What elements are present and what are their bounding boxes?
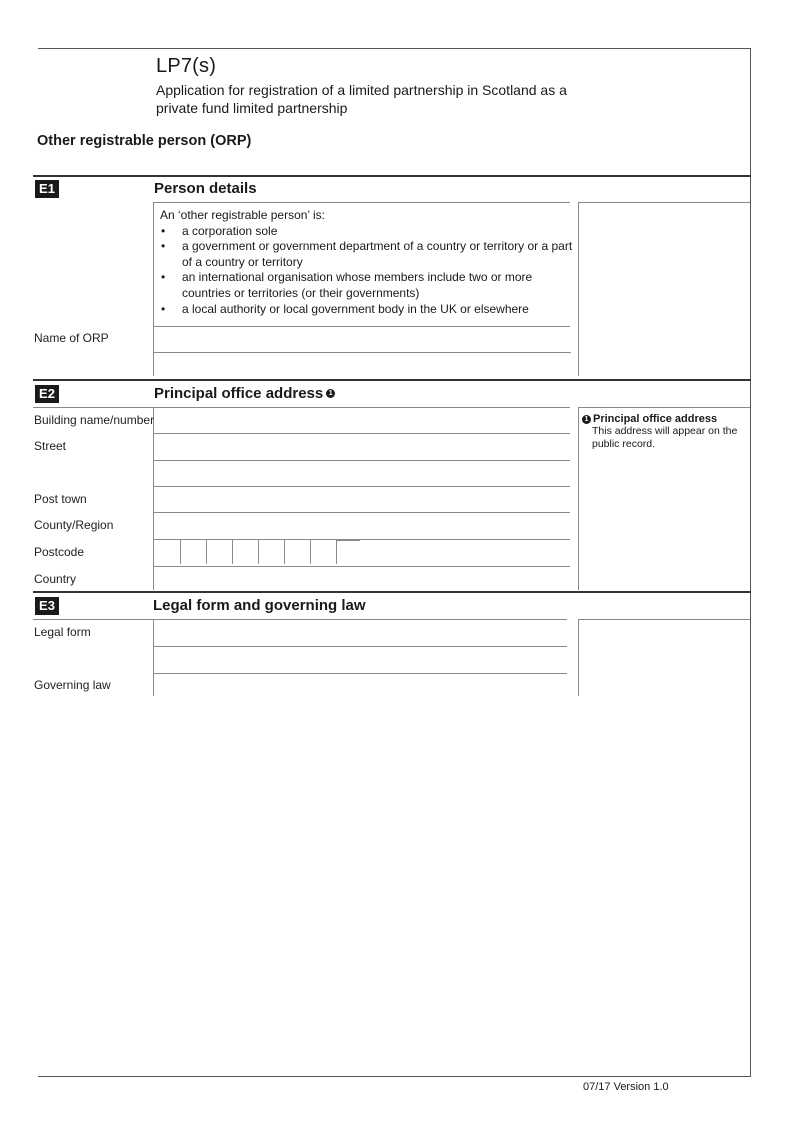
country-input[interactable] <box>154 567 570 590</box>
e2-guidance-text: This address will appear on the public record. <box>592 425 738 450</box>
legal-form-input-line2[interactable] <box>154 647 567 673</box>
e3-guide-divider <box>578 619 579 696</box>
form-code: LP7(s) <box>156 55 217 77</box>
e2-guidance <box>582 413 747 451</box>
section-e2-rule <box>33 379 751 381</box>
e2-guidance-title <box>582 413 747 425</box>
e2-guide-top-line <box>578 407 750 408</box>
frame-bottom-border <box>38 1076 751 1077</box>
form-title: Application for registration of a limited partnership in Scotland as a private fund limited partnership <box>156 82 567 116</box>
county-label: County/Region <box>34 518 114 532</box>
post-town-input[interactable] <box>154 487 570 512</box>
governing-law-label: Governing law <box>34 678 111 692</box>
e3-guide-top-line <box>578 619 750 620</box>
section-e3-rule <box>33 591 751 593</box>
name-of-orp-input-line2[interactable] <box>153 353 571 376</box>
e2-guidance-title-text: Principal office address <box>593 413 718 425</box>
section-e2-title <box>154 385 335 402</box>
section-e3-title: Legal form and governing law <box>153 597 366 614</box>
postcode-char-box[interactable] <box>206 540 231 564</box>
footer-version: 07/17 Version 1.0 <box>583 1081 669 1093</box>
post-town-label: Post town <box>34 492 87 506</box>
building-label: Building name/number <box>34 413 155 427</box>
postcode-char-box[interactable] <box>180 540 205 564</box>
frame-right-border <box>750 48 751 1076</box>
postcode-char-box[interactable] <box>310 540 335 564</box>
country-label: Country <box>34 572 77 586</box>
section-e1-rule <box>33 175 751 177</box>
name-of-orp-input-line1[interactable] <box>153 327 571 353</box>
street-label: Street <box>34 439 67 453</box>
section-e1-badge: E1 <box>35 180 59 198</box>
section-e1-title: Person details <box>154 180 257 197</box>
legal-form-input-line1[interactable] <box>154 620 567 646</box>
section-e3-badge: E3 <box>35 597 59 615</box>
e2-guide-divider <box>578 407 579 590</box>
building-input[interactable] <box>154 408 570 433</box>
frame-top-border <box>38 48 751 49</box>
name-of-orp-label: Name of ORP <box>34 331 109 345</box>
info-marker-icon: 1 <box>582 415 591 424</box>
street-input-line2[interactable] <box>154 461 570 486</box>
street-input-line1[interactable] <box>154 434 570 460</box>
e1-definition-item: • a government or government department of a country or territory or a part of a country or territory <box>160 239 580 270</box>
postcode-label: Postcode <box>34 545 85 559</box>
section-e2-title-text: Principal office address <box>154 385 324 402</box>
page-heading: Other registrable person (ORP) <box>37 133 252 149</box>
postcode-last-box-top <box>336 540 360 541</box>
postcode-char-box[interactable] <box>336 540 361 564</box>
county-input[interactable] <box>154 513 570 539</box>
e1-intro-heading: An ‘other registrable person’ is: <box>160 208 325 222</box>
e1-definition-item: • an international organisation whose members include two or more countries or territories (or their governments) <box>160 270 580 301</box>
e1-definition-item: • a corporation sole <box>160 224 580 240</box>
legal-form-label: Legal form <box>34 625 91 639</box>
e1-guide-top-line <box>578 202 750 203</box>
governing-law-input[interactable] <box>154 674 567 696</box>
postcode-char-box[interactable] <box>232 540 257 564</box>
e1-definition-list <box>160 224 580 318</box>
postcode-char-box[interactable] <box>284 540 309 564</box>
postcode-char-box[interactable] <box>258 540 283 564</box>
section-e2-badge: E2 <box>35 385 59 403</box>
e1-intro <box>160 208 580 317</box>
info-marker-icon: 1 <box>326 389 335 398</box>
e1-definition-item: • a local authority or local government body in the UK or elsewhere <box>160 302 580 318</box>
